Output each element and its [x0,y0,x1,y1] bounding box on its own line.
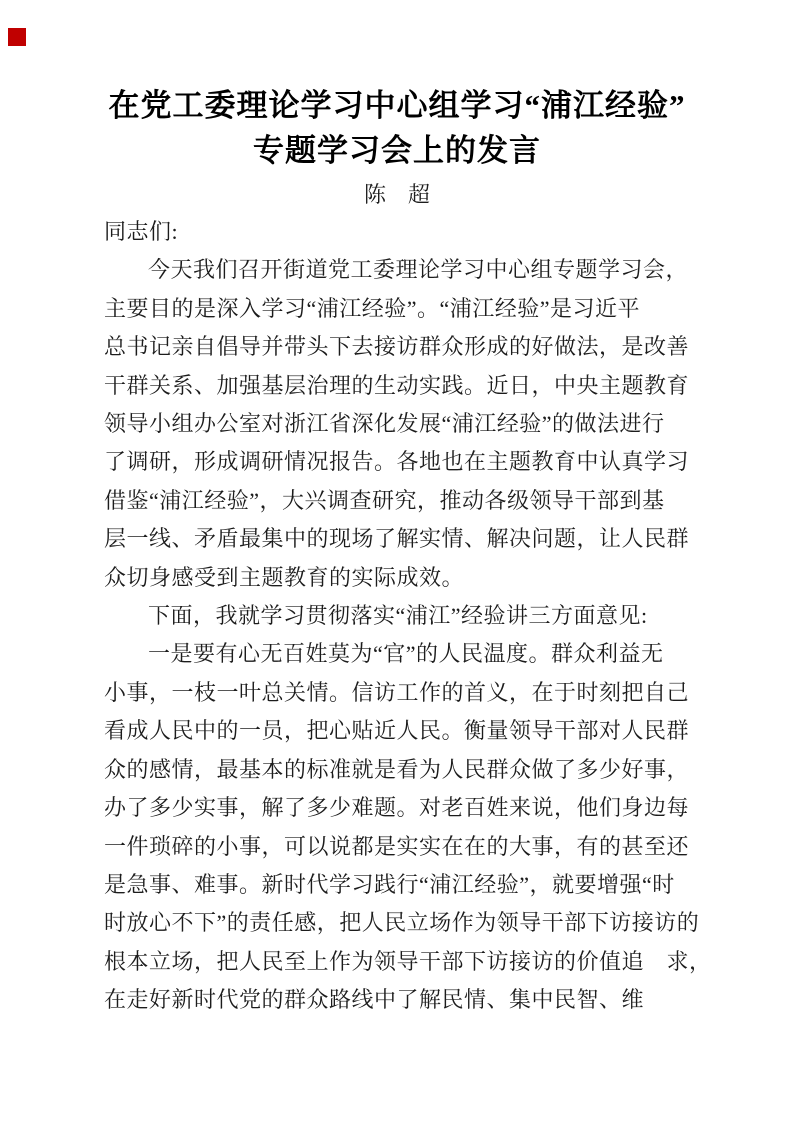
red-square-marker [8,28,26,46]
body-line: 一件琐碎的小事，可以说都是实实在在的大事，有的甚至还 [104,833,690,859]
body-line: 是急事、难事。新时代学习践行“浦江经验”，就要增强“时 [104,871,675,897]
author-name: 陈 超 [363,182,430,207]
body-line: 根本立场，把人民至上作为领导干部下访接访的价值追 求， [104,948,712,974]
body-line: 小事，一枝一叶总关情。信访工作的首义，在于时刻把自己 [104,679,690,705]
body-line: 时放心不下”的责任感，把人民立场作为领导干部下访接访的 [104,910,700,936]
title-line-1: 在党工委理论学习中心组学习“浦江经验” [108,88,686,123]
body-line: 层一线、矛盾最集中的现场了解实情、解决问题，让人民群 [104,526,690,552]
body-line: 在走好新时代党的群众路线中了解民情、集中民智、维 [104,987,645,1013]
document-body [104,213,712,1020]
body-line: 看成人民中的一员，把心贴近人民。衡量领导干部对人民群 [104,718,690,744]
body-line: 今天我们召开街道党工委理论学习中心组专题学习会， [148,257,689,283]
body-line: 下面，我就学习贯彻落实“浦江”经验讲三方面意见: [148,603,648,629]
title-line-2: 专题学习会上的发言 [253,133,541,168]
body-line: 同志们: [104,219,179,244]
body-line: 总书记亲自倡导并带头下去接访群众形成的好做法，是改善 [104,334,690,360]
body-line: 众切身感受到主题教育的实际成效。 [104,564,465,590]
body-line: 一是要有心无百姓莫为“官”的人民温度。群众利益无 [148,641,664,667]
body-line: 干群关系、加强基层治理的生动实践。近日，中央主题教育 [104,372,690,398]
document-title [0,0,794,173]
body-line: 办了多少实事，解了多少难题。对老百姓来说，他们身边每 [104,795,690,821]
body-line: 了调研，形成调研情况报告。各地也在主题教育中认真学习 [104,449,690,475]
body-line: 主要目的是深入学习“浦江经验”。“浦江经验”是习近平 [104,295,641,321]
body-line: 借鉴“浦江经验”，大兴调查研究，推动各级领导干部到基 [104,487,665,513]
body-line: 领导小组办公室对浙江省深化发展“浦江经验”的做法进行 [104,411,665,437]
body-line: 众的感情，最基本的标准就是看为人民群众做了多少好事， [104,756,690,782]
